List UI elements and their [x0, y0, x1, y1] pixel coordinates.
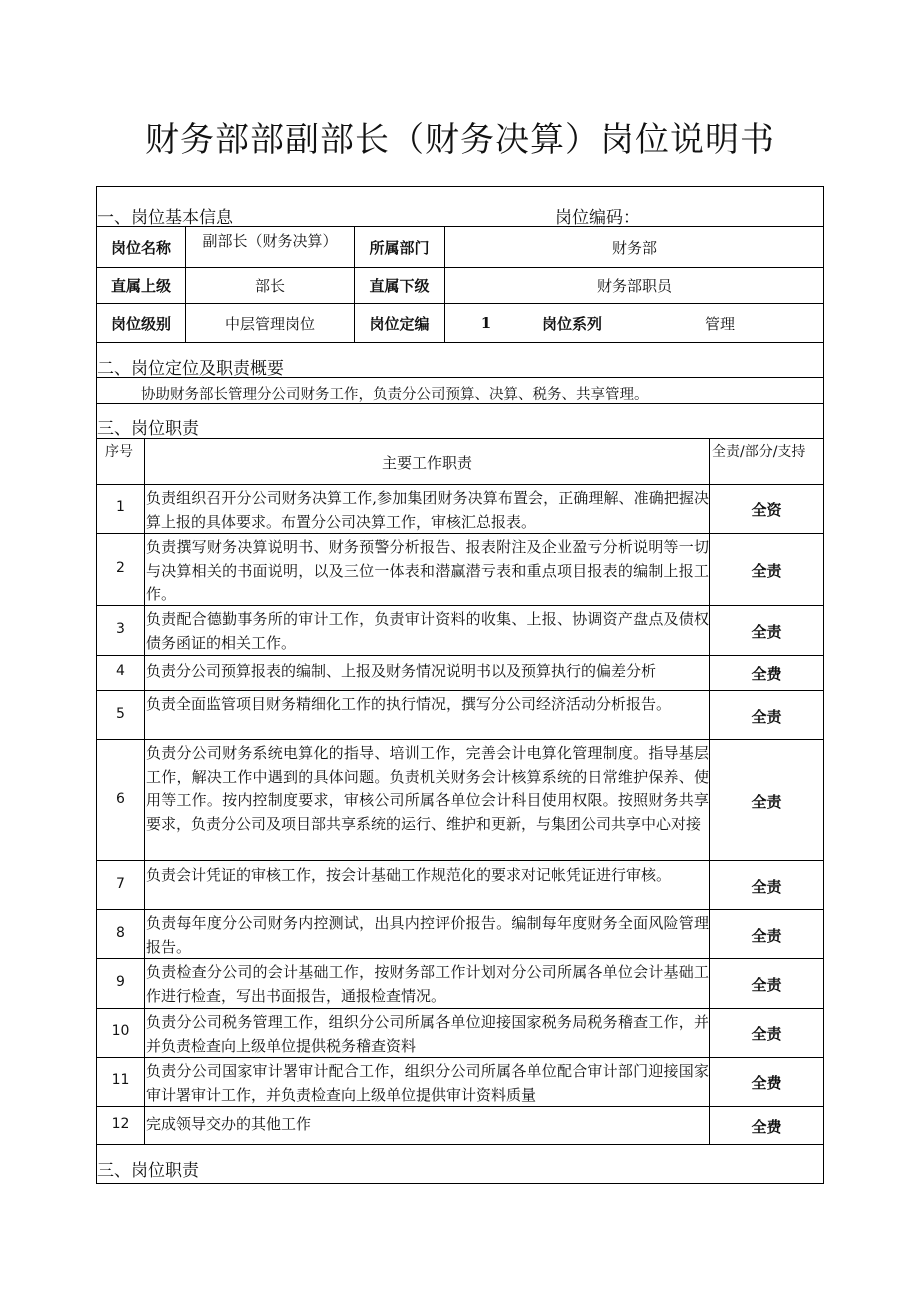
label-subordinate: 直属下级 [369, 277, 430, 295]
value-job-series: 管理 [704, 314, 735, 333]
value-superior: 部长 [254, 277, 285, 295]
duty-text: 负责全面监管项目财务精细化工作的执行情况，撰写分公司经济活动分析报告。 [146, 695, 672, 713]
duty-text: 负责检查分公司的会计基础工作，按财务部工作计划对分公司所属各单位会计基础工作进行检查，写出书面报告，通报检查情况。 [146, 963, 709, 1005]
duty-responsibility: 全资 [751, 501, 782, 519]
duty-responsibility: 全责 [751, 1025, 782, 1043]
duty-responsibility: 全责 [751, 562, 782, 580]
duty-text: 负责配合德勤事务所的审计工作，负责审计资料的收集、上报、协调资产盘点及债权债务函证的相关工作。 [146, 610, 709, 652]
duty-number: 2 [116, 560, 125, 576]
position-summary: 协助财务部长管理分公司财务工作，负责分公司预算、决算、税务、共享管理。 [141, 387, 649, 403]
column-header-main-duties: 主要工作职责 [381, 454, 472, 472]
duty-text: 负责每年度分公司财务内控测试，出具内控评价报告。编制每年度财务全面风险管理报告。 [146, 914, 709, 956]
duty-text: 负责分公司税务管理工作，组织分公司所属各单位迎接国家税务局税务稽查工作，并并负责检查向上级单位提供税务稽查资料 [146, 1013, 709, 1055]
duty-text: 负责分公司国家审计署审计配合工作，组织分公司所属各单位配合审计部门迎接国家审计署审计工作，并负责检查向上级单位提供审计资料质量 [146, 1062, 709, 1104]
grid-line [96, 342, 824, 343]
duty-text: 负责组织召开分公司财务决算工作,参加集团财务决算布置会，正确理解、准确把握决算上报的具体要求。布置分公司决算工作，审核汇总报表。 [146, 489, 709, 531]
duty-responsibility: 全责 [751, 623, 782, 641]
value-subordinate: 财务部职员 [596, 277, 672, 295]
duty-number: 9 [116, 974, 125, 990]
duty-number: 11 [111, 1072, 130, 1088]
duty-number: 3 [116, 621, 125, 637]
label-superior: 直属上级 [110, 277, 171, 295]
duty-number: 4 [116, 663, 125, 679]
grid-line [96, 1144, 824, 1145]
section-duties-heading-repeat: 三、岗位职责 [97, 1161, 199, 1181]
grid-line [96, 484, 824, 485]
column-header-responsibility: 全责/部分/支持 [712, 444, 806, 460]
value-job-name: 副部长（财务决算） [202, 231, 338, 250]
duty-responsibility: 全责 [751, 878, 782, 896]
duty-responsibility: 全责 [751, 927, 782, 945]
duty-responsibility: 全费 [751, 665, 782, 683]
section-basic-info-heading: 一、岗位基本信息 [97, 208, 233, 228]
grid-line [96, 655, 824, 656]
value-department: 财务部 [611, 238, 657, 257]
label-job-series: 岗位系列 [541, 314, 602, 333]
duty-responsibility: 全责 [751, 976, 782, 994]
duty-number: 5 [116, 706, 125, 722]
duty-number: 1 [116, 499, 125, 515]
duty-text: 负责会计凭证的审核工作，按会计基础工作规范化的要求对记帐凭证进行审核。 [146, 866, 672, 884]
duty-text: 负责撰写财务决算说明书、财务预警分析报告、报表附注及企业盈亏分析说明等一切与决算相关的书面说明，以及三位一体表和潜赢潜亏表和重点项目报表的编制上报工作。 [146, 538, 709, 603]
job-code-label: 岗位编码： [555, 208, 640, 228]
duty-text: 完成领导交办的其他工作 [146, 1115, 312, 1133]
section-positioning-heading: 二、岗位定位及职责概要 [97, 359, 284, 379]
label-job-name: 岗位名称 [110, 238, 171, 257]
duty-responsibility: 全费 [751, 1074, 782, 1092]
duty-number: 12 [111, 1116, 130, 1132]
duty-number: 10 [111, 1023, 130, 1039]
value-job-level: 中层管理岗位 [224, 314, 315, 333]
value-job-quota: 1 [480, 314, 492, 332]
label-job-quota: 岗位定编 [369, 314, 430, 333]
column-header-no: 序号 [105, 444, 133, 460]
duty-number: 6 [116, 791, 125, 807]
duty-text: 负责分公司财务系统电算化的指导、培训工作，完善会计电算化管理制度。指导基层工作，解决工作中遇到的具体问题。负责机关财务会计核算系统的日常维护保养、使用等工作。按内控制度要求，审核公司所属各单位会计科目使用权限。按照财务共享要求，负责分公司及项目部共享系统的运行、维护和更新，与集团公司共享中心对接 [146, 744, 709, 833]
page-title: 财务部部副部长（财务决算）岗位说明书 [145, 120, 775, 160]
label-department: 所属部门 [369, 238, 430, 257]
grid-line [96, 739, 824, 740]
grid-line [144, 438, 145, 1144]
section-duties-heading: 三、岗位职责 [97, 419, 199, 439]
label-job-level: 岗位级别 [110, 314, 171, 333]
grid-line [96, 860, 824, 861]
duty-number: 8 [116, 925, 125, 941]
grid-line [96, 1008, 824, 1009]
duty-responsibility: 全责 [751, 793, 782, 811]
grid-line [96, 909, 824, 910]
duty-responsibility: 全费 [751, 1118, 782, 1136]
duty-number: 7 [116, 876, 125, 892]
duty-text: 负责分公司预算报表的编制、上报及财务情况说明书以及预算执行的偏差分析 [146, 662, 657, 680]
grid-line [96, 690, 824, 691]
duty-responsibility: 全责 [751, 708, 782, 726]
